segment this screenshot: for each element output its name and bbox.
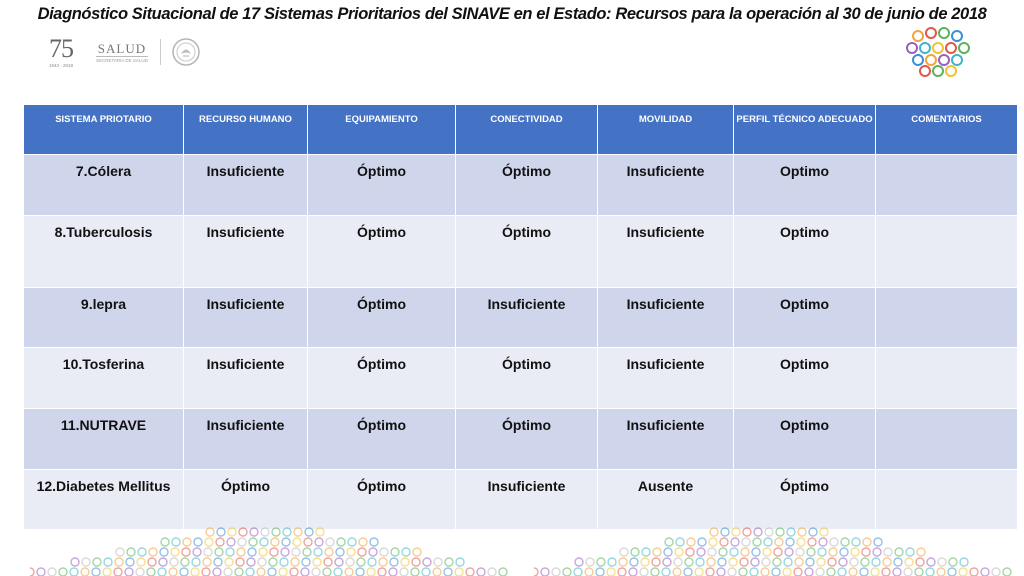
header-perfil-tecnico: PERFIL TÉCNICO ADECUADO (734, 105, 876, 155)
cell-perfil-tecnico: Optimo (734, 216, 876, 288)
institutional-logos (40, 32, 201, 72)
table-row (24, 470, 1018, 530)
mexico-seal-icon (171, 37, 201, 67)
cell-conectividad: Óptimo (456, 155, 598, 216)
cell-sistema: 7.Cólera (24, 155, 184, 216)
page-title: Diagnóstico Situacional de 17 Sistemas Prioritarios del SINAVE en el Estado: Recursos para la operación al 30 de junio de 2018 (37, 5, 987, 23)
secretaria-label: SECRETARÍA DE SALUD (96, 57, 148, 63)
systems-resources-table (23, 104, 1018, 530)
anniversary-logo (40, 33, 82, 68)
header-movilidad: MOVILIDAD (598, 105, 734, 155)
cell-equipamiento: Óptimo (308, 348, 456, 409)
cell-comentarios (876, 348, 1018, 409)
cell-comentarios (876, 288, 1018, 348)
cell-conectividad: Insuficiente (456, 470, 598, 530)
cell-equipamiento: Óptimo (308, 155, 456, 216)
table-row (24, 409, 1018, 470)
cell-comentarios (876, 470, 1018, 530)
cell-comentarios (876, 155, 1018, 216)
logo-divider (160, 39, 161, 65)
table-header-row (24, 105, 1018, 155)
cell-movilidad: Insuficiente (598, 216, 734, 288)
cell-movilidad: Ausente (598, 470, 734, 530)
cell-recurso-humano: Óptimo (184, 470, 308, 530)
table-row (24, 216, 1018, 288)
cell-equipamiento: Óptimo (308, 216, 456, 288)
circle-pattern-decoration (534, 526, 1014, 576)
header-comentarios: COMENTARIOS (876, 105, 1018, 155)
cell-sistema: 10.Tosferina (24, 348, 184, 409)
table-row (24, 155, 1018, 216)
cell-conectividad: Óptimo (456, 216, 598, 288)
cell-equipamiento: Óptimo (308, 288, 456, 348)
cell-equipamiento: Óptimo (308, 409, 456, 470)
header-equipamiento: EQUIPAMIENTO (308, 105, 456, 155)
cell-movilidad: Insuficiente (598, 409, 734, 470)
cell-sistema: 12.Diabetes Mellitus (24, 470, 184, 530)
cell-recurso-humano: Insuficiente (184, 409, 308, 470)
header-sistema: SISTEMA PRIOTARIO (24, 105, 184, 155)
cell-recurso-humano: Insuficiente (184, 288, 308, 348)
salud-wordmark: SALUD (97, 40, 147, 56)
cell-perfil-tecnico: Óptimo (734, 470, 876, 530)
cell-recurso-humano: Insuficiente (184, 216, 308, 288)
cell-recurso-humano: Insuficiente (184, 348, 308, 409)
cell-conectividad: Óptimo (456, 348, 598, 409)
cell-movilidad: Insuficiente (598, 348, 734, 409)
anniversary-years: 1943 · 2018 (48, 62, 74, 68)
cell-perfil-tecnico: Optimo (734, 409, 876, 470)
cell-sistema: 8.Tuberculosis (24, 216, 184, 288)
cell-comentarios (876, 409, 1018, 470)
cell-conectividad: Óptimo (456, 409, 598, 470)
cell-sistema: 9.lepra (24, 288, 184, 348)
cell-sistema: 11.NUTRAVE (24, 409, 184, 470)
cell-movilidad: Insuficiente (598, 288, 734, 348)
cell-comentarios (876, 216, 1018, 288)
cell-equipamiento: Óptimo (308, 470, 456, 530)
cell-perfil-tecnico: Optimo (734, 288, 876, 348)
circles-logo-icon (904, 26, 972, 78)
cell-perfil-tecnico: Optimo (734, 348, 876, 409)
cell-perfil-tecnico: Optimo (734, 155, 876, 216)
header-recurso-humano: RECURSO HUMANO (184, 105, 308, 155)
table-row (24, 348, 1018, 409)
anniversary-number: 75 (49, 33, 73, 63)
cell-movilidad: Insuficiente (598, 155, 734, 216)
table-row (24, 288, 1018, 348)
cell-recurso-humano: Insuficiente (184, 155, 308, 216)
salud-logo (96, 42, 148, 63)
header-conectividad: CONECTIVIDAD (456, 105, 598, 155)
circle-pattern-decoration (30, 526, 510, 576)
cell-conectividad: Insuficiente (456, 288, 598, 348)
